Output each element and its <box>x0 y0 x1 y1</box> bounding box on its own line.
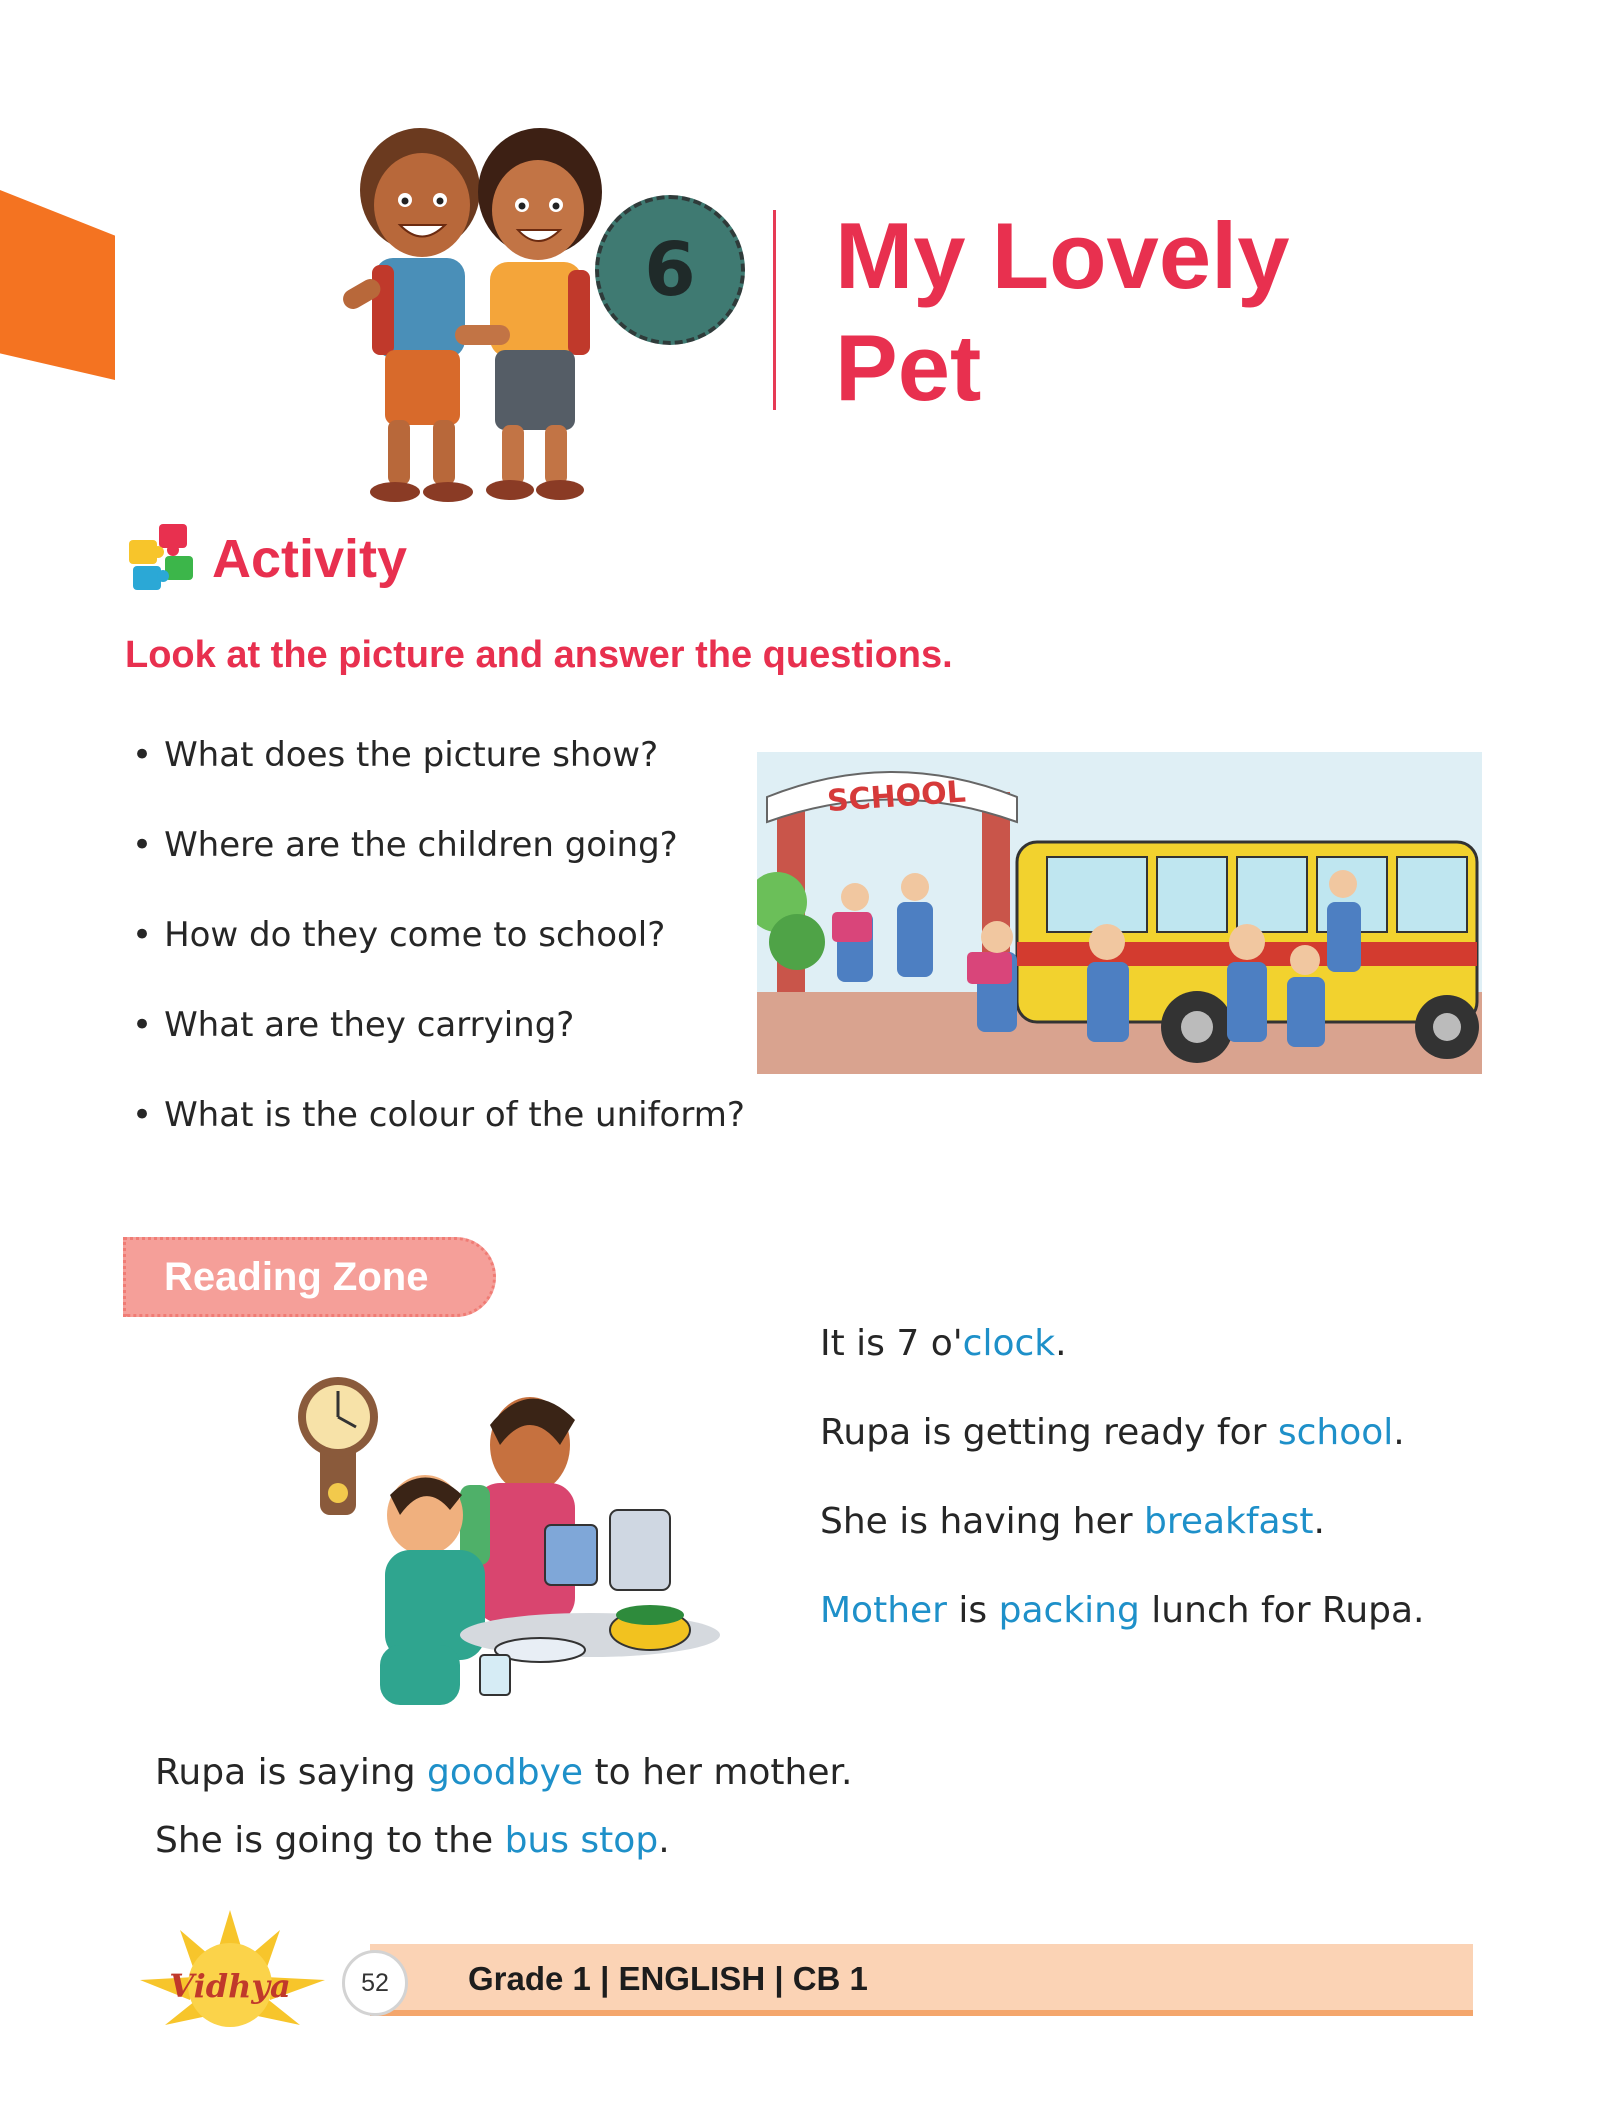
logo-text: Vidhya <box>169 1967 291 2005</box>
keyword: clock <box>962 1323 1056 1364</box>
story-text: It is 7 o' <box>820 1323 963 1364</box>
question-item: • What are they carrying? <box>132 1005 745 1095</box>
story-text: . <box>1393 1412 1405 1453</box>
story-text: Rupa is getting ready for <box>820 1412 1278 1453</box>
question-item: • How do they come to school? <box>132 915 745 1005</box>
chapter-number: 6 <box>644 227 696 313</box>
story-text: lunch for Rupa. <box>1139 1590 1425 1631</box>
school-sign: SCHOOL <box>825 774 967 820</box>
story-line <box>155 1752 852 1793</box>
story-line <box>820 1501 1325 1542</box>
story-text: is <box>946 1590 999 1631</box>
story-text: . <box>1313 1501 1325 1542</box>
title-divider <box>773 210 776 410</box>
question-item: • Where are the children going? <box>132 825 745 915</box>
keyword: packing <box>998 1590 1140 1631</box>
question-list <box>132 735 745 1185</box>
keyword: goodbye <box>427 1752 584 1793</box>
chapter-title-line2: Pet <box>835 315 982 420</box>
puzzle-icon <box>125 520 200 595</box>
corner-tab <box>0 190 115 380</box>
keyword: school <box>1277 1412 1394 1453</box>
keyword: breakfast <box>1143 1501 1314 1542</box>
story-text: . <box>1055 1323 1067 1364</box>
reading-zone-badge <box>123 1237 496 1317</box>
story-text: to her mother. <box>583 1752 853 1793</box>
story-line <box>820 1323 1067 1364</box>
story-line <box>155 1820 670 1861</box>
question-item: • What does the picture show? <box>132 735 745 825</box>
keyword: Mother <box>820 1590 947 1631</box>
story-text: Rupa is saying <box>155 1752 428 1793</box>
chapter-title-line1: My Lovely <box>835 203 1290 308</box>
footer-text: Grade 1 | ENGLISH | CB 1 <box>468 1960 868 1997</box>
story-text: . <box>658 1820 670 1861</box>
activity-heading: Activity <box>212 529 408 589</box>
activity-instruction: Look at the picture and answer the questions. <box>125 634 953 676</box>
reading-zone-label: Reading Zone <box>164 1254 429 1299</box>
keyword: bus stop <box>504 1820 659 1861</box>
vidhya-logo <box>120 1905 345 2035</box>
story-text: She is going to the <box>155 1820 505 1861</box>
story-line <box>820 1590 1425 1631</box>
story-text: She is having her <box>820 1501 1144 1542</box>
chapter-title <box>835 200 1395 424</box>
chapter-number-badge <box>595 195 745 345</box>
story-line <box>820 1412 1405 1453</box>
school-bus-picture <box>757 752 1482 1074</box>
page-number: 52 <box>342 1950 408 2016</box>
question-item: • What is the colour of the uniform? <box>132 1095 745 1185</box>
breakfast-illustration <box>290 1365 750 1735</box>
